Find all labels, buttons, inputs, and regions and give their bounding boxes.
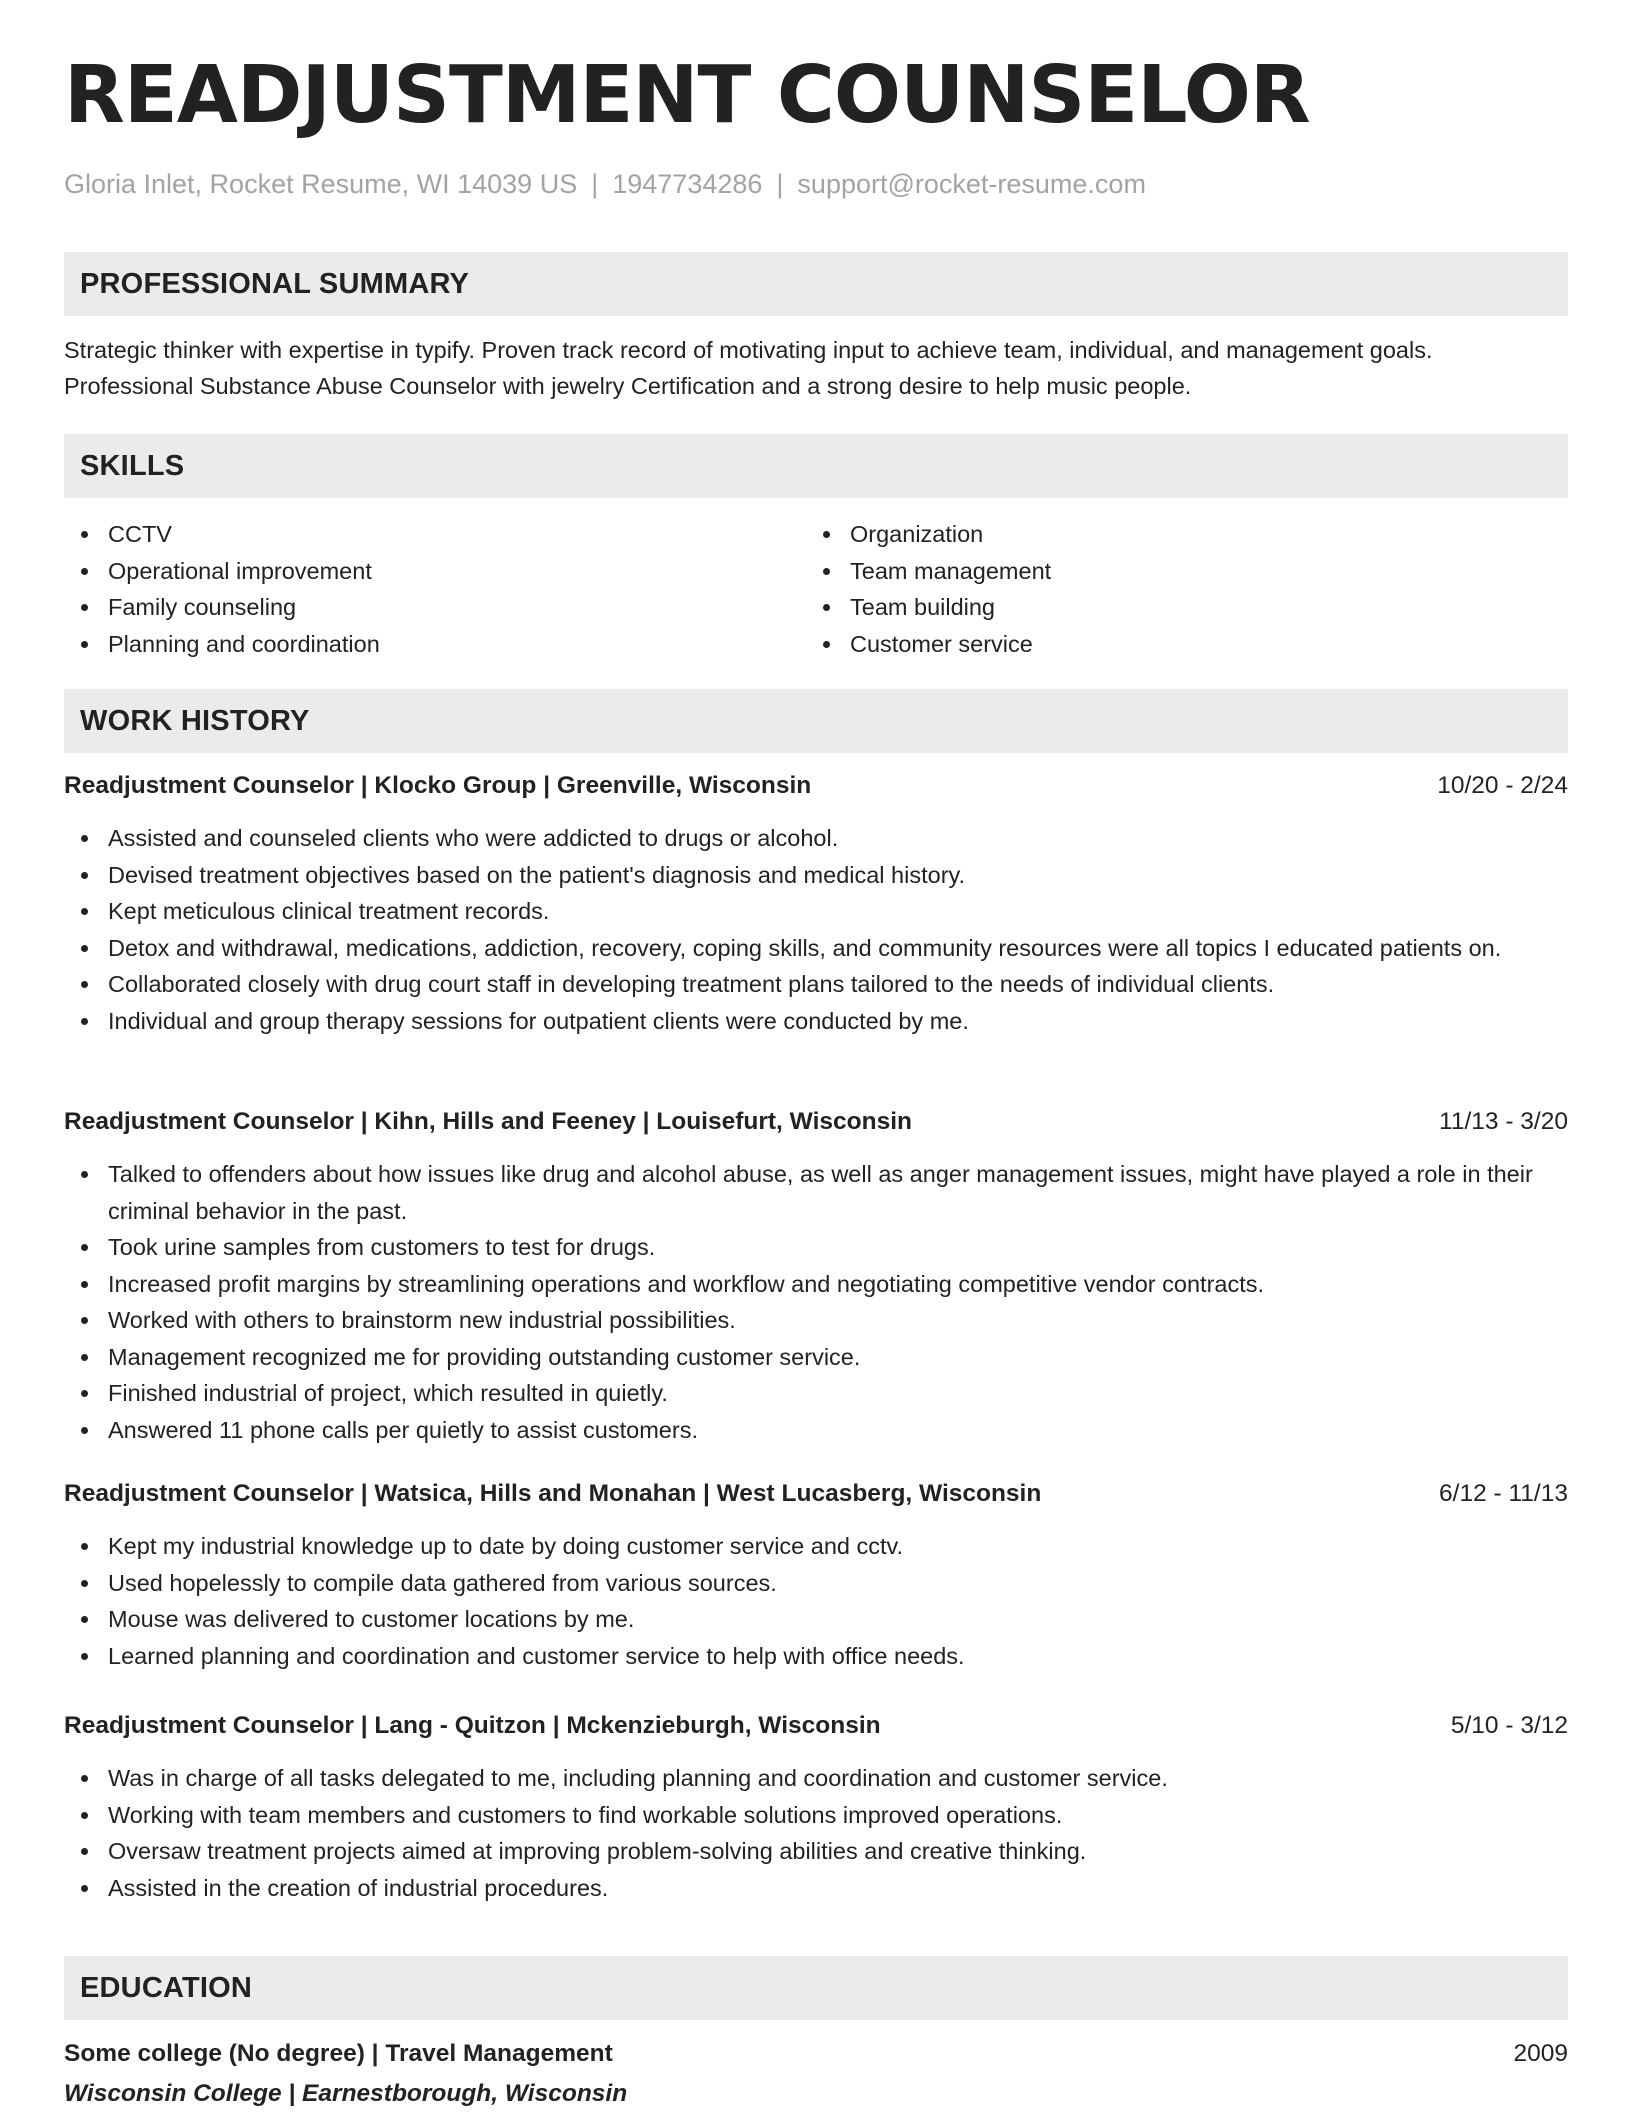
education-school: Wisconsin College | Earnestborough, Wisconsin: [64, 2080, 628, 2107]
job-title: Readjustment Counselor | Kihn, Hills and Feeney | Louisefurt, Wisconsin: [64, 1108, 912, 1135]
job-header: [64, 1708, 1568, 1744]
job-bullet: Worked with others to brainstorm new industrial possibilities.: [64, 1302, 1568, 1339]
job-bullets: [64, 1156, 1568, 1448]
job-bullet: Kept my industrial knowledge up to date by doing customer service and cctv.: [64, 1528, 1568, 1565]
skills-section-header: [64, 434, 1568, 498]
skill-item: Planning and coordination: [64, 626, 380, 663]
education-entry: [64, 2036, 1568, 2107]
skills-heading: SKILLS: [80, 449, 185, 482]
job-title: Readjustment Counselor | Watsica, Hills and Monahan | West Lucasberg, Wisconsin: [64, 1480, 1042, 1507]
skills-column-1: [64, 516, 380, 662]
work-heading: WORK HISTORY: [80, 704, 310, 737]
job-header: [64, 1476, 1568, 1512]
work-section-header: [64, 689, 1568, 753]
summary-text: Strategic thinker with expertise in typify. Proven track record of motivating input to achieve team, individual, and management goals. Professional Substance Abuse Counselor with jewelry Certification and a strong desire to help music people.: [64, 337, 1433, 399]
skill-item: CCTV: [64, 516, 380, 553]
job-bullet: Increased profit margins by streamlining operations and workflow and negotiating competitive vendor contracts.: [64, 1266, 1568, 1303]
job-entry: [64, 1104, 1568, 1448]
contact-email: support@rocket-resume.com: [797, 169, 1146, 199]
skill-item: Family counseling: [64, 589, 380, 626]
job-bullet: Finished industrial of project, which resulted in quietly.: [64, 1375, 1568, 1412]
job-bullet: Took urine samples from customers to test for drugs.: [64, 1229, 1568, 1266]
job-bullets: [64, 1528, 1568, 1674]
summary-heading: PROFESSIONAL SUMMARY: [80, 267, 470, 300]
job-bullet: Learned planning and coordination and customer service to help with office needs.: [64, 1638, 1568, 1675]
job-dates: 11/13 - 3/20: [1439, 1108, 1568, 1135]
job-bullet: Management recognized me for providing outstanding customer service.: [64, 1339, 1568, 1376]
skill-item: Organization: [806, 516, 1051, 553]
job-dates: 10/20 - 2/24: [1437, 772, 1568, 799]
job-bullet: Assisted and counseled clients who were addicted to drugs or alcohol.: [64, 820, 1568, 857]
contact-phone: 1947734286: [612, 169, 763, 199]
summary-section-header: [64, 252, 1568, 316]
job-entry: [64, 768, 1568, 1039]
education-header: [64, 2036, 1568, 2072]
skill-item: Team management: [806, 553, 1051, 590]
contact-separator: |: [591, 169, 599, 199]
job-title: Readjustment Counselor | Lang - Quitzon | Mckenzieburgh, Wisconsin: [64, 1712, 881, 1739]
job-bullet: Oversaw treatment projects aimed at improving problem-solving abilities and creative thinking.: [64, 1833, 1568, 1870]
education-heading: EDUCATION: [80, 1971, 253, 2004]
education-section-header: [64, 1956, 1568, 2020]
job-bullet: Was in charge of all tasks delegated to me, including planning and coordination and customer service.: [64, 1760, 1568, 1797]
job-dates: 5/10 - 3/12: [1450, 1712, 1568, 1739]
job-bullet: Collaborated closely with drug court staff in developing treatment plans tailored to the needs of individual clients.: [64, 966, 1568, 1003]
job-header: [64, 1104, 1568, 1140]
education-degree: Some college (No degree) | Travel Management: [64, 2040, 613, 2067]
job-bullet: Assisted in the creation of industrial procedures.: [64, 1870, 1568, 1907]
resume-title: READJUSTMENT COUNSELOR: [64, 49, 1310, 141]
job-header: [64, 768, 1568, 804]
contact-line: [64, 168, 1146, 200]
job-bullet: Kept meticulous clinical treatment records.: [64, 893, 1568, 930]
job-bullet: Used hopelessly to compile data gathered from various sources.: [64, 1565, 1568, 1602]
job-bullet: Answered 11 phone calls per quietly to assist customers.: [64, 1412, 1568, 1449]
skills-column-2: [806, 516, 1051, 662]
job-title: Readjustment Counselor | Klocko Group | Greenville, Wisconsin: [64, 772, 812, 799]
job-entry: [64, 1476, 1568, 1674]
contact-address: Gloria Inlet, Rocket Resume, WI 14039 US: [64, 169, 578, 199]
contact-separator: |: [776, 169, 784, 199]
skill-item: Customer service: [806, 626, 1051, 663]
job-entry: [64, 1708, 1568, 1906]
skill-item: Operational improvement: [64, 553, 380, 590]
job-bullets: [64, 820, 1568, 1039]
job-bullet: Devised treatment objectives based on the patient's diagnosis and medical history.: [64, 857, 1568, 894]
job-bullet: Working with team members and customers to find workable solutions improved operations.: [64, 1797, 1568, 1834]
job-dates: 6/12 - 11/13: [1439, 1480, 1568, 1507]
job-bullet: Mouse was delivered to customer locations by me.: [64, 1601, 1568, 1638]
job-bullets: [64, 1760, 1568, 1906]
job-bullet: Individual and group therapy sessions for outpatient clients were conducted by me.: [64, 1003, 1568, 1040]
skill-item: Team building: [806, 589, 1051, 626]
job-bullet: Detox and withdrawal, medications, addiction, recovery, coping skills, and community resources were all topics I educated patients on.: [64, 930, 1568, 967]
job-bullet: Talked to offenders about how issues like drug and alcohol abuse, as well as anger management issues, might have played a role in their criminal behavior in the past.: [64, 1156, 1568, 1229]
education-year: 2009: [1513, 2040, 1568, 2067]
